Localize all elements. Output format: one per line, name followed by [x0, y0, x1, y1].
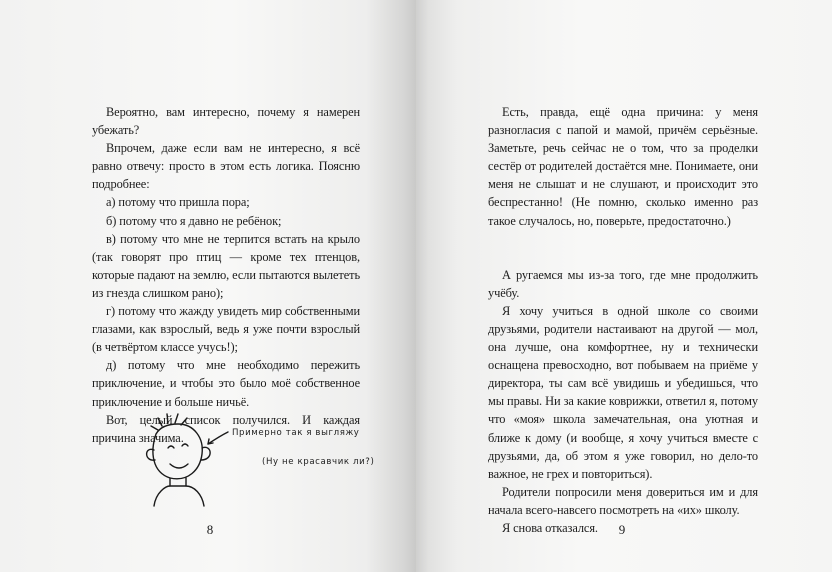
list-item: б) потому что я давно не ребёнок; — [106, 213, 282, 228]
paragraph: Вот, целый список получился. И каждая причина значима. — [92, 412, 360, 445]
illustration-caption: Примерно так я выгляжу — [232, 428, 360, 438]
list-item: д) потому что мне необходимо пережить приключение, и чтобы это было моё собственное приключение и больше ничьё. — [92, 358, 360, 409]
right-page — [416, 0, 832, 572]
list-item: в) потому что мне не терпится встать на крыло (так говорят про птиц — кроме тех птенцов, которые падают на землю, если пытаются вылететь из гнезда слишком рано); — [92, 231, 360, 300]
illustration-aside-caption: (Ну не красавчик ли?) — [262, 457, 375, 467]
right-page-text — [488, 103, 758, 537]
paragraph: Впрочем, даже если вам не интересно, я всё равно отвечу: просто в этом есть логика. Поясню подробнее: — [92, 141, 360, 192]
paragraph: Я хочу учиться в одной школе со своими друзьями, родители настаивают на другой — мол, она лучше, она комфортнее, ну и технически оснащена превосходно, вот побываем на приёме у директора, ты сам всё увидишь и убедишься, что мы правы. Ни за какие коврижки, ответил я, потому что «моя» школа замечательная, она уютная и ближе к дому (и вообще, я хочу учиться вместе с друзьями, да, об этом я уже говорил, но дело-то важное, не грех и повториться). — [488, 303, 758, 481]
paragraph: Я снова отказался. — [502, 520, 598, 535]
left-page-text — [92, 103, 360, 447]
page-number-left: 8 — [206, 522, 214, 537]
paragraph: Родители попросили меня довериться им и для начала всего-навсего посмотреть на «их» школу. — [488, 484, 758, 517]
paragraph: А ругаемся мы из-за того, где мне продолжить учёбу. — [488, 267, 758, 300]
paragraph: Есть, правда, ещё одна причина: у меня разногласия с папой и мамой, причём серьёзные. Заметьте, речь сейчас не о том, что за проделки сестёр от родителей достаётся мне. Понимаете, они меня не слышат и не слушают, и происходит это беспрестанно! (Не помню, сколько именно раз такое случалось, но, поверьте, предостаточно.) — [488, 105, 758, 228]
page-number-right: 9 — [618, 522, 626, 537]
list-item: а) потому что пришла пора; — [106, 195, 250, 210]
list-item: г) потому что жажду увидеть мир собственными глазами, как взрослый, ведь я уже почти взрослый (в четвёртом классе учусь!); — [92, 304, 360, 355]
paragraph: Вероятно, вам интересно, почему я намерен убежать? — [92, 105, 360, 138]
